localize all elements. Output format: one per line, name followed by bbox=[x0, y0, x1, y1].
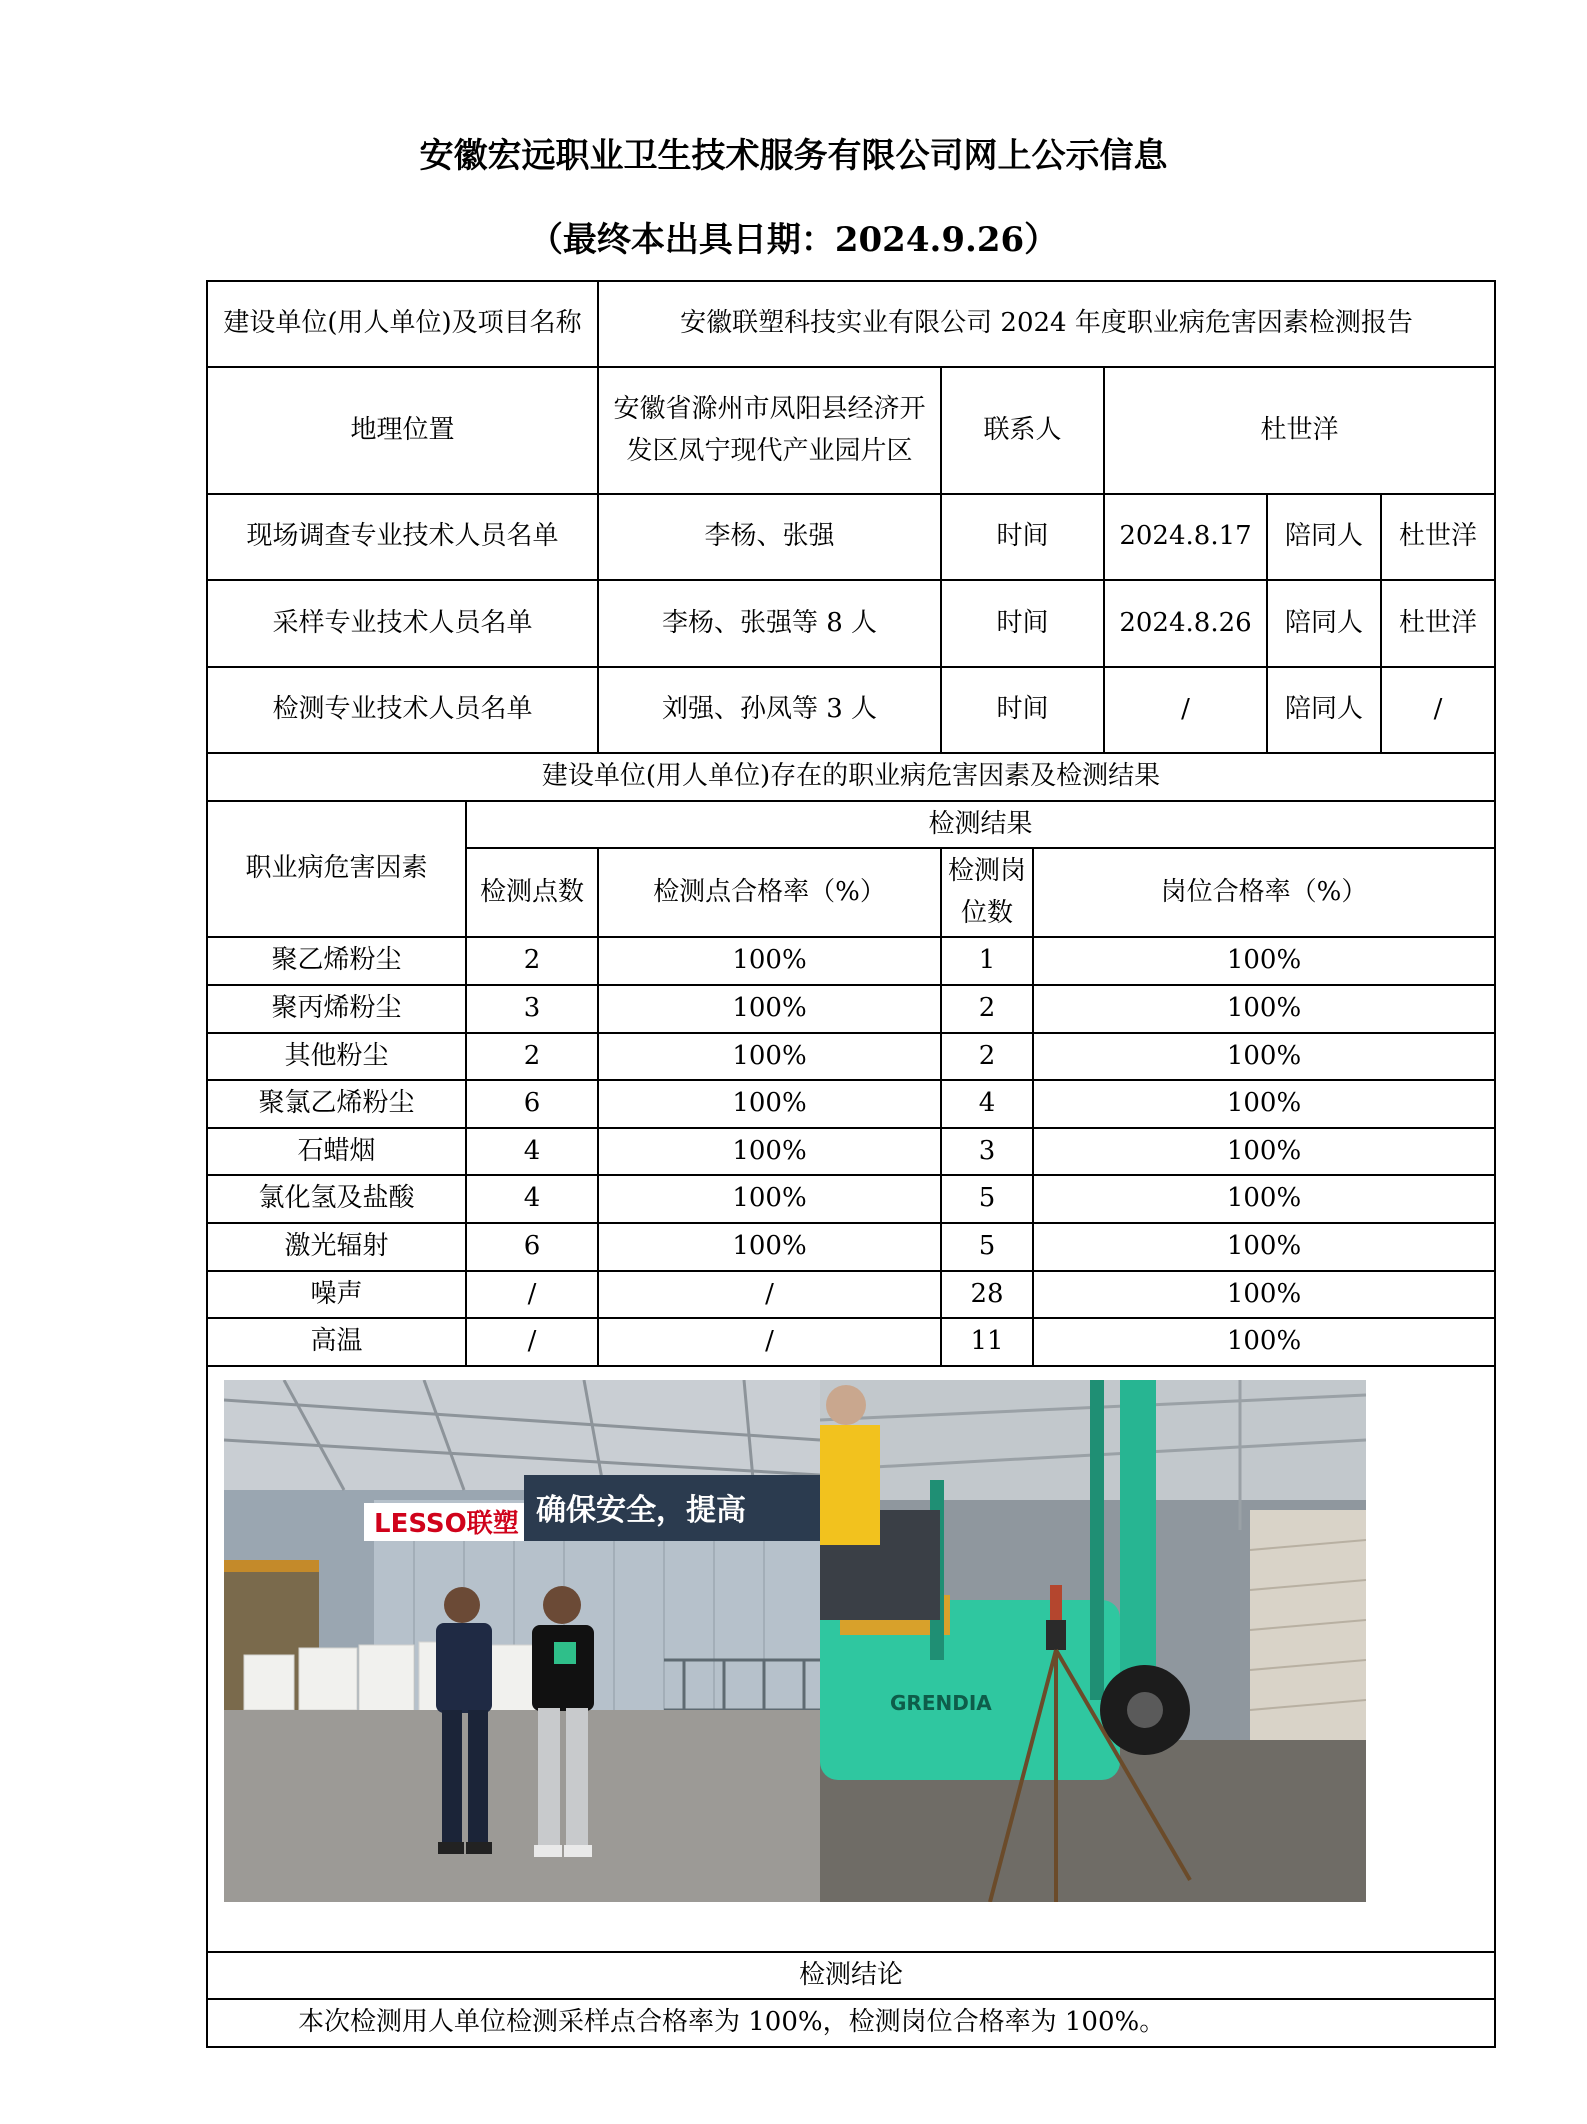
table-row bbox=[207, 1033, 1495, 1081]
table-row bbox=[207, 1318, 1495, 1366]
posts-cell: 11 bbox=[941, 1318, 1033, 1366]
post-rate-cell: 100% bbox=[1033, 1318, 1495, 1366]
testing-row bbox=[207, 667, 1495, 753]
point-rate-cell: 100% bbox=[598, 1175, 941, 1223]
table-row bbox=[207, 937, 1495, 985]
results-header-row bbox=[207, 801, 1495, 849]
photo-cell bbox=[207, 1366, 1495, 1952]
posts-cell: 5 bbox=[941, 1223, 1033, 1271]
post-rate-cell: 100% bbox=[1033, 1033, 1495, 1081]
lesso-logo: LESSO联塑 bbox=[374, 1508, 519, 1539]
posts-cell: 4 bbox=[941, 1080, 1033, 1128]
posts-cell: 1 bbox=[941, 937, 1033, 985]
points-cell: 4 bbox=[466, 1128, 598, 1176]
conclusion-text: 本次检测用人单位检测采样点合格率为 100%，检测岗位合格率为 100%。 bbox=[207, 1999, 1495, 2047]
point-rate-cell: / bbox=[598, 1271, 941, 1319]
testing-escort: / bbox=[1381, 667, 1495, 753]
results-section-row bbox=[207, 753, 1495, 801]
posts-cell: 5 bbox=[941, 1175, 1033, 1223]
page-title: 安徽宏远职业卫生技术服务有限公司网上公示信息 bbox=[419, 136, 1168, 176]
col-posts: 检测岗位数 bbox=[941, 848, 1033, 937]
point-rate-cell: 100% bbox=[598, 1128, 941, 1176]
sampling-row bbox=[207, 580, 1495, 667]
factor-cell: 石蜡烟 bbox=[207, 1128, 466, 1176]
points-cell: / bbox=[466, 1271, 598, 1319]
survey-label: 现场调查专业技术人员名单 bbox=[207, 494, 598, 580]
points-cell: 3 bbox=[466, 985, 598, 1033]
report-table bbox=[206, 280, 1496, 2048]
warehouse-photo bbox=[224, 1380, 820, 1902]
points-cell: / bbox=[466, 1318, 598, 1366]
post-rate-cell: 100% bbox=[1033, 1080, 1495, 1128]
posts-cell: 3 bbox=[941, 1128, 1033, 1176]
results-section-title: 建设单位(用人单位)存在的职业病危害因素及检测结果 bbox=[207, 753, 1495, 801]
survey-time-label: 时间 bbox=[941, 494, 1104, 580]
project-value: 安徽联塑科技实业有限公司 2024 年度职业病危害因素检测报告 bbox=[598, 281, 1495, 367]
factor-cell: 激光辐射 bbox=[207, 1223, 466, 1271]
point-rate-cell: / bbox=[598, 1318, 941, 1366]
forklift-photo bbox=[820, 1380, 1366, 1902]
results-group-header: 检测结果 bbox=[466, 801, 1495, 849]
conclusion-title: 检测结论 bbox=[207, 1952, 1495, 2000]
points-cell: 4 bbox=[466, 1175, 598, 1223]
survey-row bbox=[207, 494, 1495, 580]
forklift-brand-label: GRENDIA bbox=[890, 1690, 992, 1715]
point-rate-cell: 100% bbox=[598, 1223, 941, 1271]
sampling-escort: 杜世洋 bbox=[1381, 580, 1495, 667]
survey-escort: 杜世洋 bbox=[1381, 494, 1495, 580]
sampling-escort-label: 陪同人 bbox=[1267, 580, 1381, 667]
posts-cell: 2 bbox=[941, 1033, 1033, 1081]
conclusion-title-row bbox=[207, 1952, 1495, 2000]
project-row bbox=[207, 281, 1495, 367]
post-rate-cell: 100% bbox=[1033, 1128, 1495, 1176]
photo-row bbox=[207, 1366, 1495, 1952]
points-cell: 2 bbox=[466, 1033, 598, 1081]
table-row bbox=[207, 1223, 1495, 1271]
point-rate-cell: 100% bbox=[598, 937, 941, 985]
point-rate-cell: 100% bbox=[598, 985, 941, 1033]
survey-escort-label: 陪同人 bbox=[1267, 494, 1381, 580]
col-point-rate: 检测点合格率（%） bbox=[598, 848, 941, 937]
point-rate-cell: 100% bbox=[598, 1080, 941, 1128]
survey-time: 2024.8.17 bbox=[1104, 494, 1267, 580]
table-row bbox=[207, 985, 1495, 1033]
testing-escort-label: 陪同人 bbox=[1267, 667, 1381, 753]
points-cell: 6 bbox=[466, 1223, 598, 1271]
safety-slogan-sign: 确保安全，提高 bbox=[536, 1492, 746, 1528]
project-label: 建设单位(用人单位)及项目名称 bbox=[207, 281, 598, 367]
testing-time-label: 时间 bbox=[941, 667, 1104, 753]
posts-cell: 28 bbox=[941, 1271, 1033, 1319]
contact-label: 联系人 bbox=[941, 367, 1104, 494]
post-rate-cell: 100% bbox=[1033, 1271, 1495, 1319]
issue-date: （最终本出具日期：2024.9.26） bbox=[528, 220, 1059, 260]
factor-cell: 高温 bbox=[207, 1318, 466, 1366]
factor-cell: 其他粉尘 bbox=[207, 1033, 466, 1081]
post-rate-cell: 100% bbox=[1033, 985, 1495, 1033]
location-label: 地理位置 bbox=[207, 367, 598, 494]
site-photos bbox=[224, 1380, 1366, 1902]
factor-header: 职业病危害因素 bbox=[207, 801, 466, 938]
testing-value: 刘强、孙凤等 3 人 bbox=[598, 667, 941, 753]
sampling-value: 李杨、张强等 8 人 bbox=[598, 580, 941, 667]
factor-cell: 氯化氢及盐酸 bbox=[207, 1175, 466, 1223]
sampling-time: 2024.8.26 bbox=[1104, 580, 1267, 667]
points-cell: 2 bbox=[466, 937, 598, 985]
factor-cell: 聚乙烯粉尘 bbox=[207, 937, 466, 985]
factor-cell: 聚丙烯粉尘 bbox=[207, 985, 466, 1033]
survey-value: 李杨、张强 bbox=[598, 494, 941, 580]
testing-time: / bbox=[1104, 667, 1267, 753]
sampling-time-label: 时间 bbox=[941, 580, 1104, 667]
factor-cell: 噪声 bbox=[207, 1271, 466, 1319]
table-row bbox=[207, 1128, 1495, 1176]
post-rate-cell: 100% bbox=[1033, 1223, 1495, 1271]
factor-cell: 聚氯乙烯粉尘 bbox=[207, 1080, 466, 1128]
table-row bbox=[207, 1080, 1495, 1128]
col-post-rate: 岗位合格率（%） bbox=[1033, 848, 1495, 937]
sampling-label: 采样专业技术人员名单 bbox=[207, 580, 598, 667]
point-rate-cell: 100% bbox=[598, 1033, 941, 1081]
conclusion-row bbox=[207, 1999, 1495, 2047]
contact-value: 杜世洋 bbox=[1104, 367, 1495, 494]
table-row bbox=[207, 1271, 1495, 1319]
table-row bbox=[207, 1175, 1495, 1223]
site-photo-forklift bbox=[820, 1380, 1366, 1902]
site-photo-staff bbox=[224, 1380, 820, 1902]
testing-label: 检测专业技术人员名单 bbox=[207, 667, 598, 753]
points-cell: 6 bbox=[466, 1080, 598, 1128]
posts-cell: 2 bbox=[941, 985, 1033, 1033]
post-rate-cell: 100% bbox=[1033, 1175, 1495, 1223]
post-rate-cell: 100% bbox=[1033, 937, 1495, 985]
col-points: 检测点数 bbox=[466, 848, 598, 937]
location-row bbox=[207, 367, 1495, 494]
location-value: 安徽省滁州市凤阳县经济开发区凤宁现代产业园片区 bbox=[598, 367, 941, 494]
